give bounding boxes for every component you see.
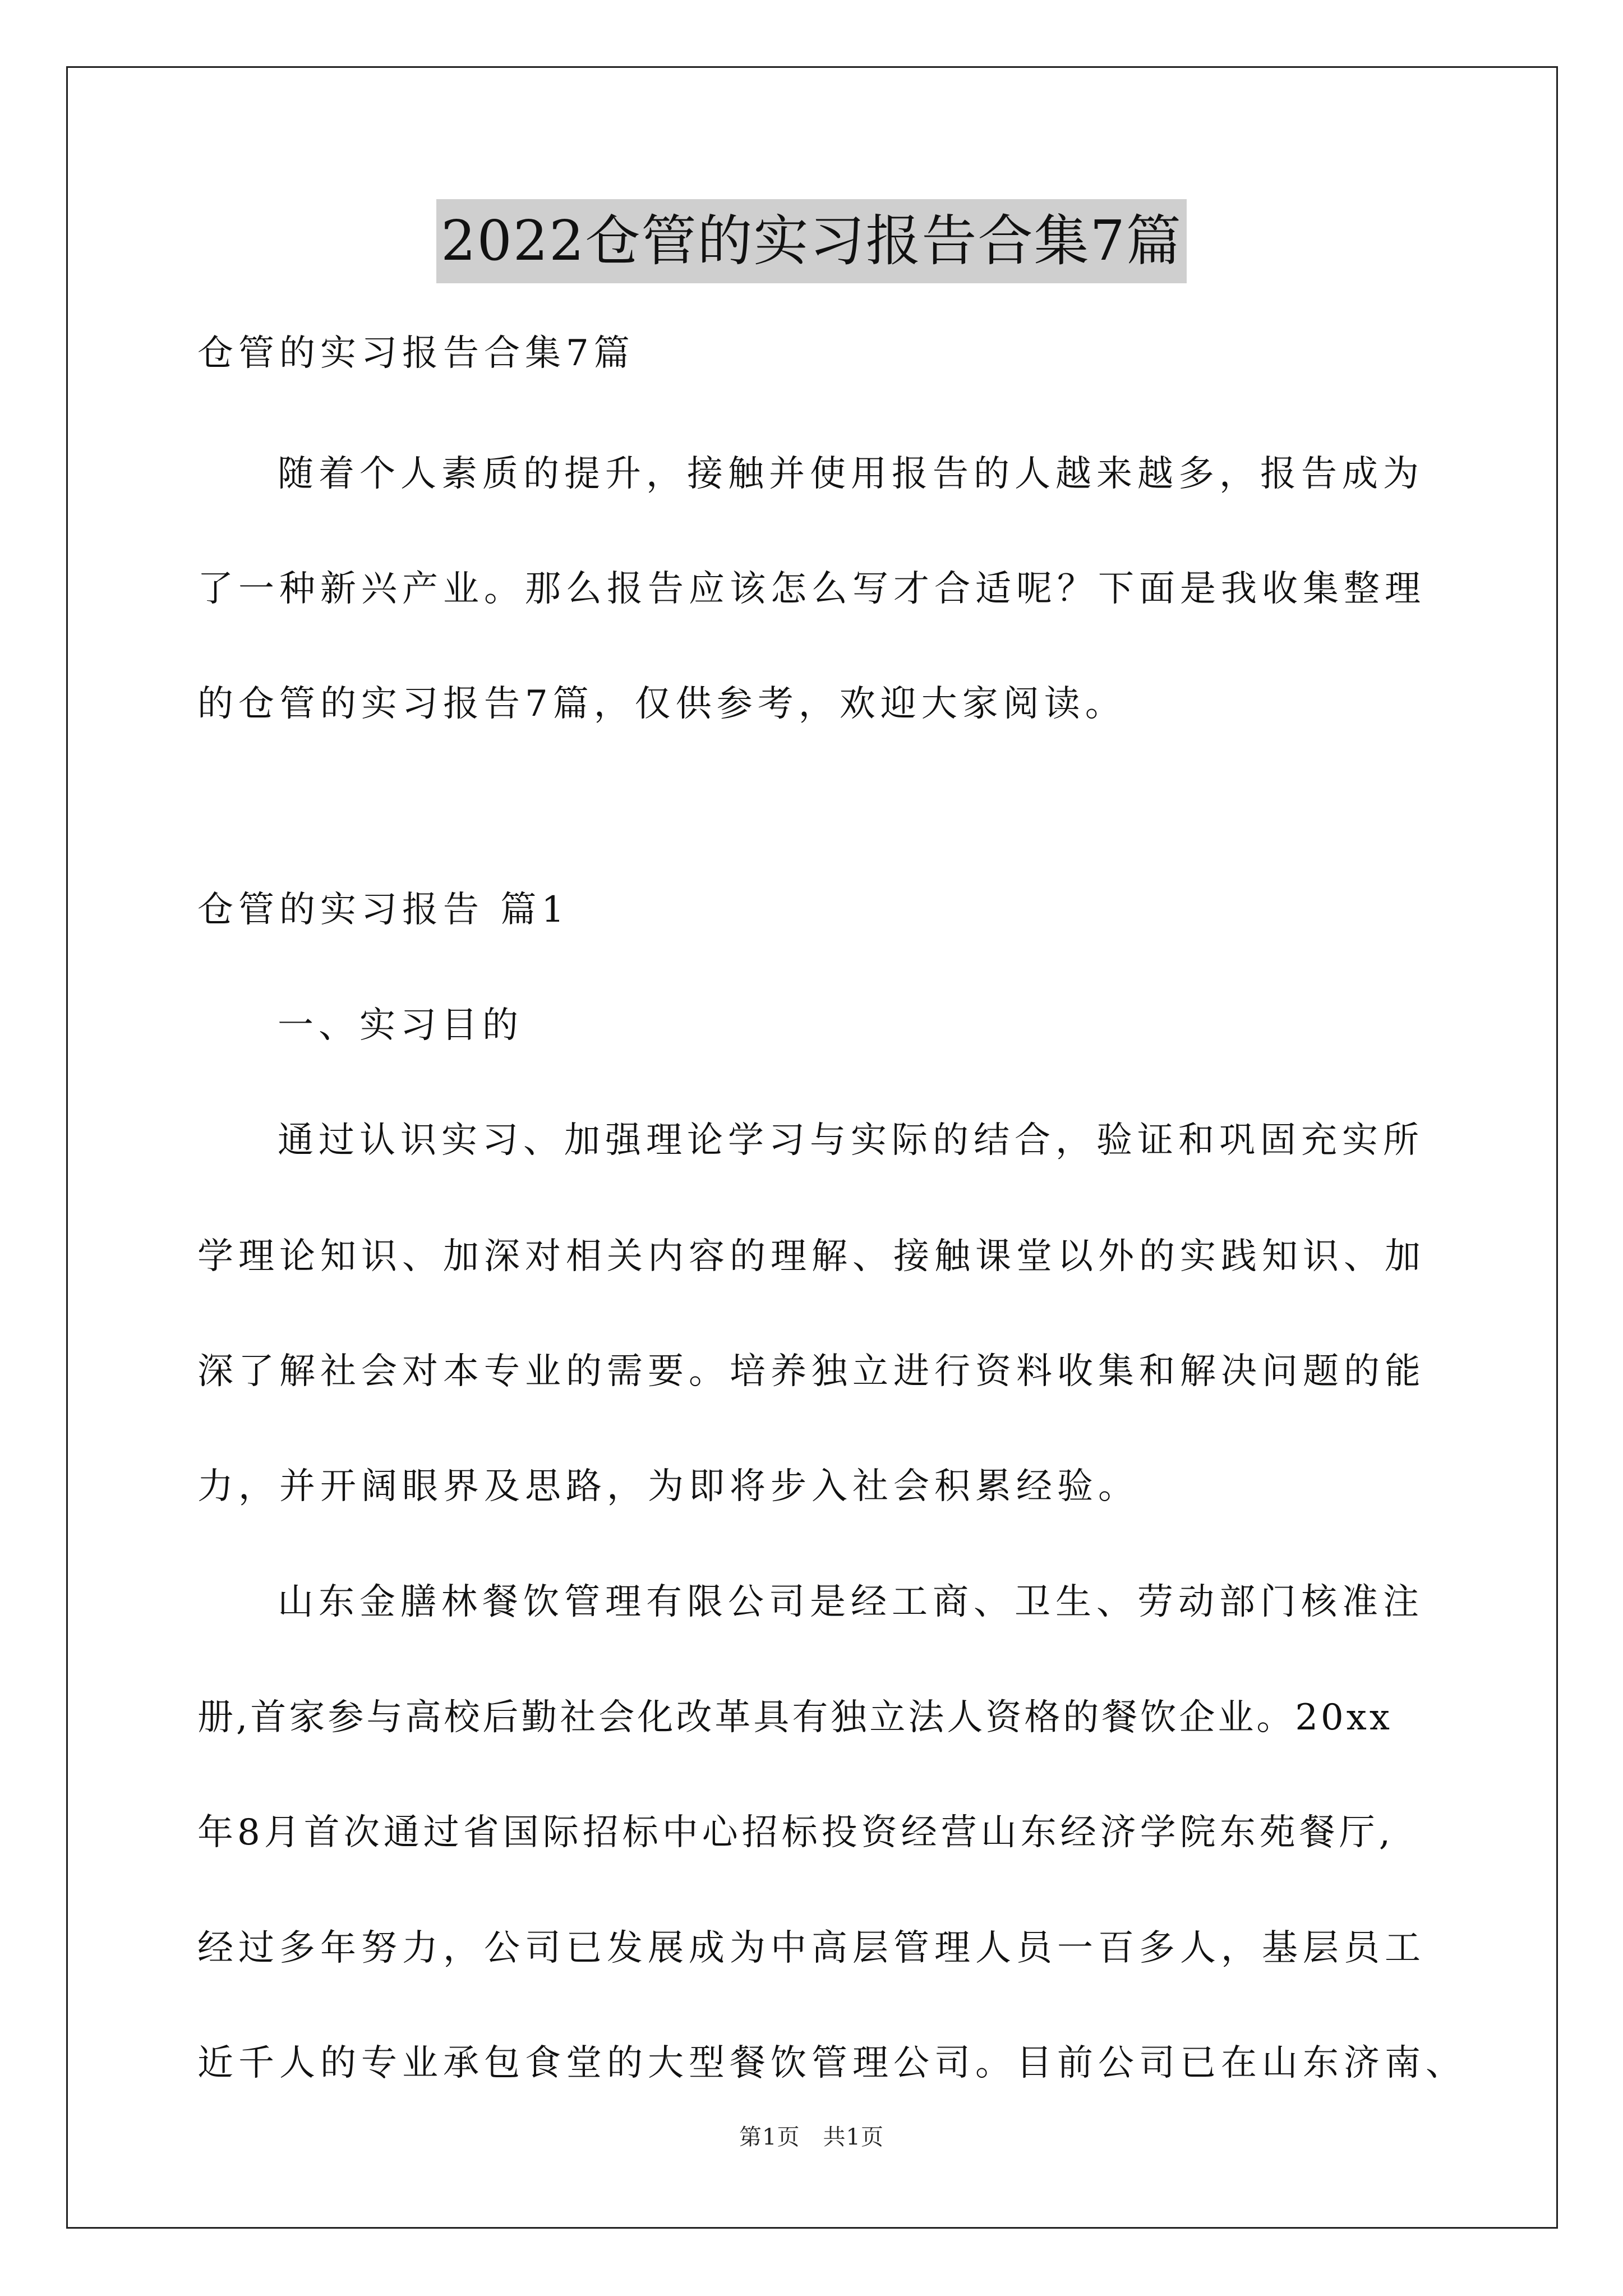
- page-footer: 第1页 共1页: [739, 2124, 884, 2150]
- section-heading: 仓管的实习报告 篇1: [197, 889, 570, 931]
- paragraph-line: 册,首家参与高校后勤社会化改革具有独立法人资格的餐饮企业。20xx: [197, 1697, 1393, 1738]
- document-title: 2022仓管的实习报告合集7篇: [436, 199, 1187, 283]
- paragraph-line: 的仓管的实习报告7篇，仅供参考，欢迎大家阅读。: [197, 683, 1126, 725]
- subsection-heading: 一、实习目的: [278, 1005, 523, 1046]
- paragraph-line: 通过认识实习、加强理论学习与实际的结合，验证和巩固充实所: [278, 1120, 1424, 1161]
- paragraph-line: 深了解社会对本专业的需要。培养独立进行资料收集和解决问题的能: [197, 1351, 1426, 1392]
- paragraph-line: 山东金膳林餐饮管理有限公司是经工商、卫生、劳动部门核准注: [278, 1581, 1424, 1623]
- subtitle-line: 仓管的实习报告合集7篇: [197, 333, 635, 374]
- paragraph-line: 力，并开阔眼界及思路，为即将步入社会积累经验。: [197, 1466, 1139, 1507]
- paragraph-line: 经过多年努力，公司已发展成为中高层管理人员一百多人，基层员工: [197, 1927, 1426, 1969]
- paragraph-line: 随着个人素质的提升，接触并使用报告的人越来越多，报告成为: [278, 453, 1424, 495]
- title-container: [0, 199, 1623, 283]
- paragraph-line: 年8月首次通过省国际招标中心招标投资经营山东经济学院东苑餐厅,: [197, 1812, 1395, 1853]
- paragraph-line: 近千人的专业承包食堂的大型餐饮管理公司。目前公司已在山东济南、: [197, 2042, 1467, 2084]
- paragraph-line: 了一种新兴产业。那么报告应该怎么写才合适呢？下面是我收集整理: [197, 568, 1426, 610]
- paragraph-line: 学理论知识、加深对相关内容的理解、接触课堂以外的实践知识、加: [197, 1236, 1426, 1277]
